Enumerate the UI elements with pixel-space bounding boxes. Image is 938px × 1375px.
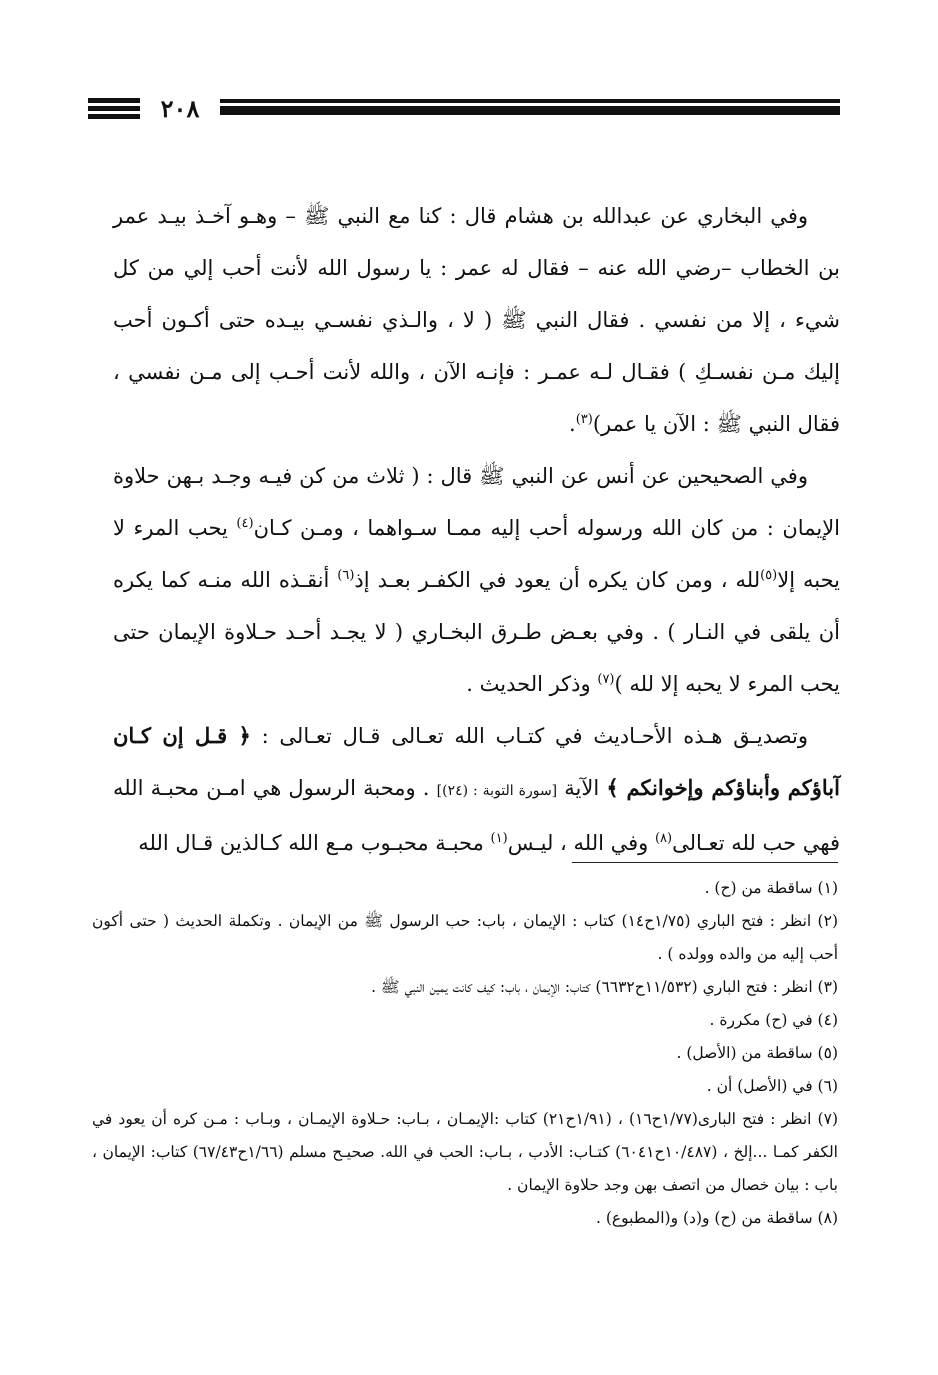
footnote-marker[interactable]: (٦) xyxy=(337,568,355,583)
footnote-marker[interactable]: (٣) xyxy=(575,412,593,427)
footnote-7: (٧) انظر : فتح البارى(١/٧٧ح١٦) ، (١/٩١ح٢١) كتاب :الإيمـان ، بـاب: حـلاوة الإيمـان ، وبـاب : مـن كره أن يعود في الكفر كمـا ...إلخ ، (١٠/٤٨٧ح٦٠٤١) كتـاب: الأدب ، بـاب: الحب في الله. صحيـح مسلم (١/٦٦ح٦٧/٤٣) كتاب: الإيمان ، باب : بيان خصال من اتصف بهن وجد حلاوة الإيمان . xyxy=(92,1110,838,1194)
footnote-8: (٨) ساقطة من (ح) و(د) و(المطبوع) . xyxy=(596,1209,838,1227)
footnote-marker[interactable]: (٨) xyxy=(654,831,673,846)
page-number: ٢٠٨ xyxy=(160,94,200,123)
text-run: وفي البخاري عن عبدالله بن هشام قال : كنا مع النبي ﷺ – وهـو آخـذ بيـد عمر بن الخطاب –رضي الله عنه – فقال له عمر : يا رسول الله لأنت أحب إلي من كل شيء ، إلا من نفسي . فقال النبي ﷺ ( لا ، والـذي نفسـي بيـده حتى أكـون أحب إليك مـن نفسـكِ ) فقـال لـه عمـر : فإنـه الآن ، والله لأنت أحـب إلى مـن نفسي ، فقال النبي ﷺ : الآن يا عمر) xyxy=(113,204,840,436)
header-rule-thin xyxy=(220,99,840,103)
text-run: . xyxy=(569,412,576,436)
text-run: . ومحبة الرسول هي امـن محبـة الله فهي حب لله تعـالى xyxy=(113,776,840,855)
footnote-marker[interactable]: (٧) xyxy=(597,672,615,687)
quran-verse: ﴿ قـل إن كـان آباؤكم وأبناؤكم وإخوانكم ﴾ xyxy=(113,723,840,800)
text-run: يحب المرء لا يحبه إلا xyxy=(113,516,840,592)
footnote-4: (٤) في (ح) مكررة . xyxy=(709,1011,838,1029)
footnote-3: (٣) انظر : فتح الباري (١١/٥٣٢ح٦٦٣٢) كتاب: الإيمان ، باب: كيف كانت يمين النبي ﷺ . xyxy=(371,978,838,996)
footnote-marker[interactable]: (١) xyxy=(490,831,508,846)
footnote-marker[interactable]: (٥) xyxy=(760,568,778,583)
header-ornament-bar xyxy=(88,98,140,103)
page-header xyxy=(88,95,840,123)
header-ornament-bar xyxy=(88,114,140,119)
text-run: وفي الله ، ليـس xyxy=(507,831,655,855)
footnote-5: (٥) ساقطة من (الأصل) . xyxy=(676,1044,838,1062)
text-run: لله ، ومن كان يكره أن يعود في الكفـر بعـد إذ xyxy=(354,568,761,592)
header-rule-thick xyxy=(220,106,840,115)
footnote-6: (٦) في (الأصل) أن . xyxy=(706,1077,838,1095)
text-run: محبـة محبـوب مـع الله كـالذين قـال الله xyxy=(138,831,491,855)
main-text xyxy=(113,190,840,869)
header-ornament-bar xyxy=(88,106,140,111)
text-run: وفي الصحيحين عن أنس عن النبي ﷺ قال : ( ثلاث من كن فيـه وجـد بـهن حلاوة الإيمان : من كان الله ورسوله أحب إليه ممـا سـواهما ، ومـن كـان xyxy=(113,464,841,540)
text-run: الآية xyxy=(557,776,607,800)
text-run: وذكر الحديث . xyxy=(466,672,598,696)
paragraph-1 xyxy=(113,190,840,450)
footnote-1: (١) ساقطة من (ح) . xyxy=(704,879,838,897)
surah-reference: [سورة التوبة : (٢٤)] xyxy=(436,783,558,799)
paragraph-2 xyxy=(113,450,840,710)
text-run: أنقـذه الله منـه كما يكره أن يلقى في النـار ) . وفي بعـض طـرق البخـاري ( لا يجـد أحـد حـلاوة الإيمان حتى يحب المرء لا يحبه إلا لله ) xyxy=(113,568,840,696)
footnote-2: (٢) انظر : فتح الباري (١/٧٥ح١٤) كتاب : الإيمان ، باب: حب الرسول ﷺ من الإيمان . وتكملة الحديث ( حتى أكون أحب إليه من والده وولده ) . xyxy=(92,912,838,963)
paragraph-3 xyxy=(113,710,840,869)
footnote-marker[interactable]: (٤) xyxy=(236,516,254,531)
footnotes xyxy=(92,872,838,1235)
footnote-separator xyxy=(572,862,838,863)
text-run: وتصديـق هـذه الأحـاديث في كتـاب الله تعـالى قـال تعـالى : xyxy=(250,724,808,748)
